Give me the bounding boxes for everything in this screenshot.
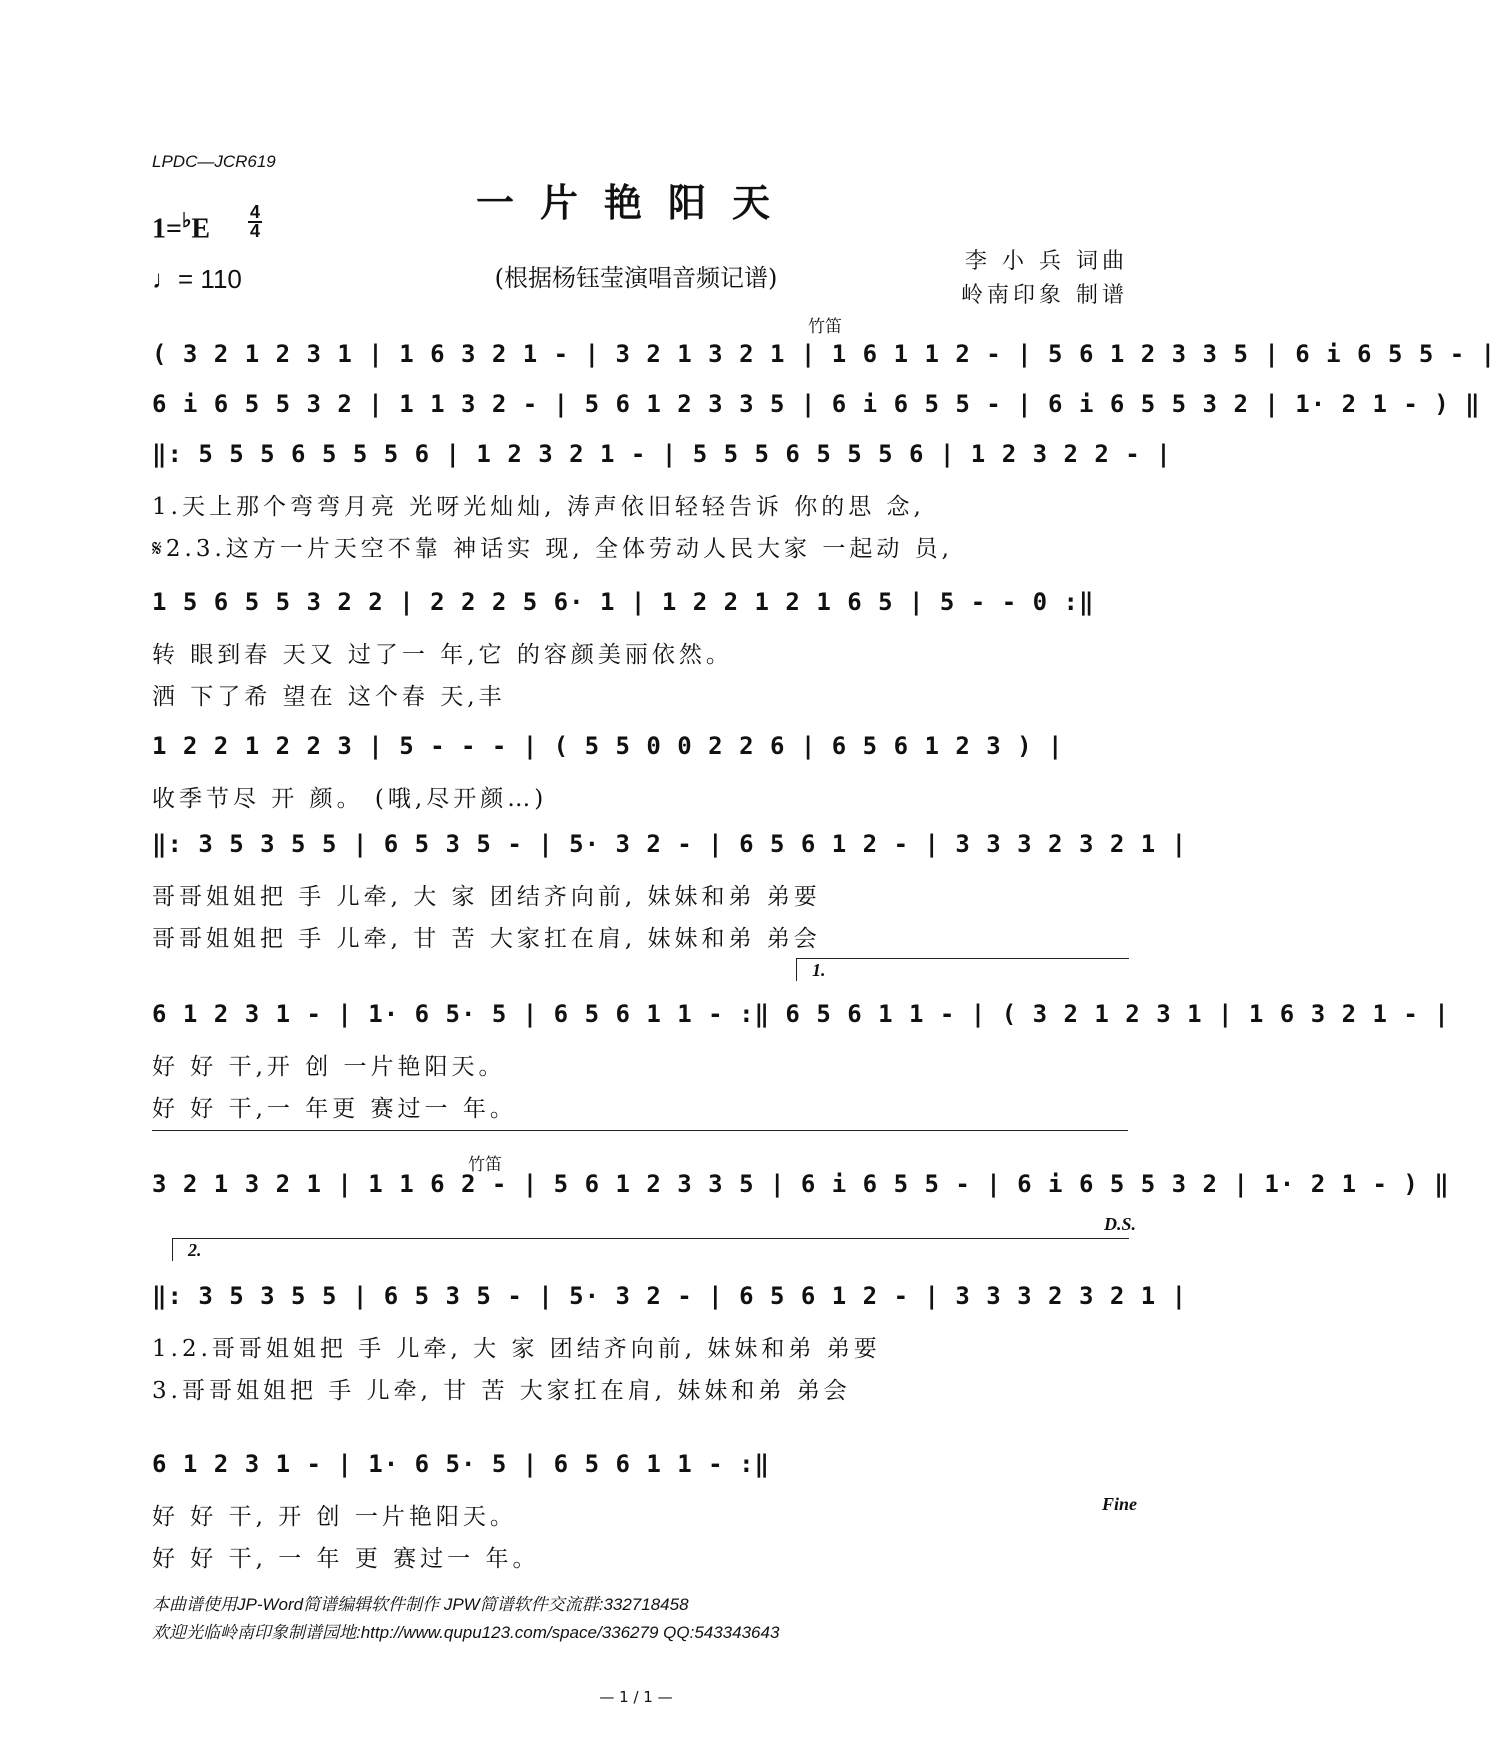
score-code: LPDC—JCR619: [152, 152, 276, 171]
lyric-line: 1.天上那个弯弯月亮 光呀光灿灿, 涛声依旧轻轻告诉 你的思 念,: [152, 494, 925, 520]
arranger-credit: 岭南印象 制谱: [961, 283, 1128, 308]
lyric-line: 好 好 干, 一 年 更 赛过一 年。: [152, 1546, 540, 1572]
volta-2-label: 2.: [188, 1240, 202, 1260]
subtitle: (根据杨钰莹演唱音频记谱): [494, 264, 778, 292]
dal-segno-mark: D.S.: [1104, 1214, 1137, 1234]
time-bottom: 4: [250, 221, 261, 241]
quarter-note-icon: ♩: [152, 264, 178, 294]
time-signature: [248, 204, 262, 240]
volta-bracket-2: [172, 1238, 1129, 1261]
footer-line-1: 本曲谱使用JP-Word简谱编辑软件制作 JPW简谱软件交流群:332718458: [152, 1595, 689, 1614]
key-prefix: 1=: [152, 213, 182, 245]
lyric-line: 好 好 干,开 创 一片艳阳天。: [152, 1054, 506, 1080]
music-line-1: ( 3 2 1 2 3 1 | 1 6 3 2 1 - | 3 2 1 3 2 1 | 1 6 1 1 2 - | 5 6 1 2 3 3 5 | 6 i 6 5 5 - |: [152, 340, 1496, 368]
volta-1-label: 1.: [812, 960, 826, 980]
music-line-9: ‖: 3 5 3 5 5 | 6 5 3 5 - | 5· 3 2 - | 6 5 6 1 2 - | 3 3 3 2 3 2 1 |: [152, 1282, 1188, 1310]
music-line-6: ‖: 3 5 3 5 5 | 6 5 3 5 - | 5· 3 2 - | 6 5 6 1 2 - | 3 3 3 2 3 2 1 |: [152, 830, 1188, 858]
music-line-2: 6 i 6 5 5 3 2 | 1 1 3 2 - | 5 6 1 2 3 3 5 | 6 i 6 5 5 - | 6 i 6 5 5 3 2 | 1· 2 1 - ) ‖: [152, 390, 1481, 418]
key-note: E: [191, 213, 211, 245]
music-line-5: 1 2 2 1 2 2 3 | 5 - - - | ( 5 5 0 0 2 2 6 | 6 5 6 1 2 3 ) |: [152, 732, 1064, 760]
time-top: 4: [250, 202, 261, 222]
composer-credit: 李 小 兵 词曲: [965, 249, 1128, 274]
flat-icon: ♭: [181, 210, 192, 232]
lyric-line: 1.2.哥哥姐姐把 手 儿牵, 大 家 团结齐向前, 妹妹和弟 弟要: [152, 1336, 881, 1362]
lyric-line: 𝄋2.3.这方一片天空不靠 神话实 现, 全体劳动人民大家 一起动 员,: [152, 536, 953, 562]
lyric-line: 洒 下了希 望在 这个春 天,丰: [152, 684, 506, 710]
lyric-line: 收季节尽 开 颜。 (哦,尽开颜…): [152, 786, 548, 812]
page-number: — 1 / 1 —: [599, 1688, 673, 1706]
key-signature: [152, 208, 210, 245]
lyric-line: 哥哥姐姐把 手 儿牵, 大 家 团结齐向前, 妹妹和弟 弟要: [152, 884, 821, 910]
lyric-line: 3.哥哥姐姐把 手 儿牵, 甘 苦 大家扛在肩, 妹妹和弟 弟会: [152, 1378, 851, 1404]
lyric-line: 好 好 干,一 年更 赛过一 年。: [152, 1096, 517, 1122]
footer-line-2: 欢迎光临岭南印象制谱园地:http://www.qupu123.com/space/336279 QQ:543343643: [152, 1623, 780, 1642]
lyric-line: 哥哥姐姐把 手 儿牵, 甘 苦 大家扛在肩, 妹妹和弟 弟会: [152, 926, 821, 952]
music-line-3: ‖: 5 5 5 6 5 5 5 6 | 1 2 3 2 1 - | 5 5 5 6 5 5 5 6 | 1 2 3 2 2 - |: [152, 440, 1172, 468]
music-line-10: 6 1 2 3 1 - | 1· 6 5· 5 | 6 5 6 1 1 - :‖: [152, 1450, 770, 1478]
instrument-label: 竹笛: [468, 1155, 502, 1175]
volta-bracket-line: [152, 1130, 1128, 1131]
lyric-line: 转 眼到春 天又 过了一 年,它 的容颜美丽依然。: [152, 642, 733, 668]
music-line-8: 3 2 1 3 2 1 | 1 1 6 2 - | 5 6 1 2 3 3 5 | 6 i 6 5 5 - | 6 i 6 5 5 3 2 | 1· 2 1 - ) ‖: [152, 1170, 1450, 1198]
music-line-4: 1 5 6 5 5 3 2 2 | 2 2 2 5 6· 1 | 1 2 2 1 2 1 6 5 | 5 - - 0 :‖: [152, 588, 1095, 616]
music-line-7: 6 1 2 3 1 - | 1· 6 5· 5 | 6 5 6 1 1 - :‖ 6 5 6 1 1 - | ( 3 2 1 2 3 1 | 1 6 3 2 1 - |: [152, 1000, 1450, 1028]
tempo-value: = 110: [178, 264, 242, 294]
fine-mark: Fine: [1102, 1494, 1138, 1514]
volta-bracket-1: [796, 958, 1129, 981]
instrument-label: 竹笛: [808, 317, 842, 337]
page-title: 一片艳阳天: [475, 180, 796, 225]
lyric-line: 好 好 干, 开 创 一片艳阳天。: [152, 1504, 517, 1530]
